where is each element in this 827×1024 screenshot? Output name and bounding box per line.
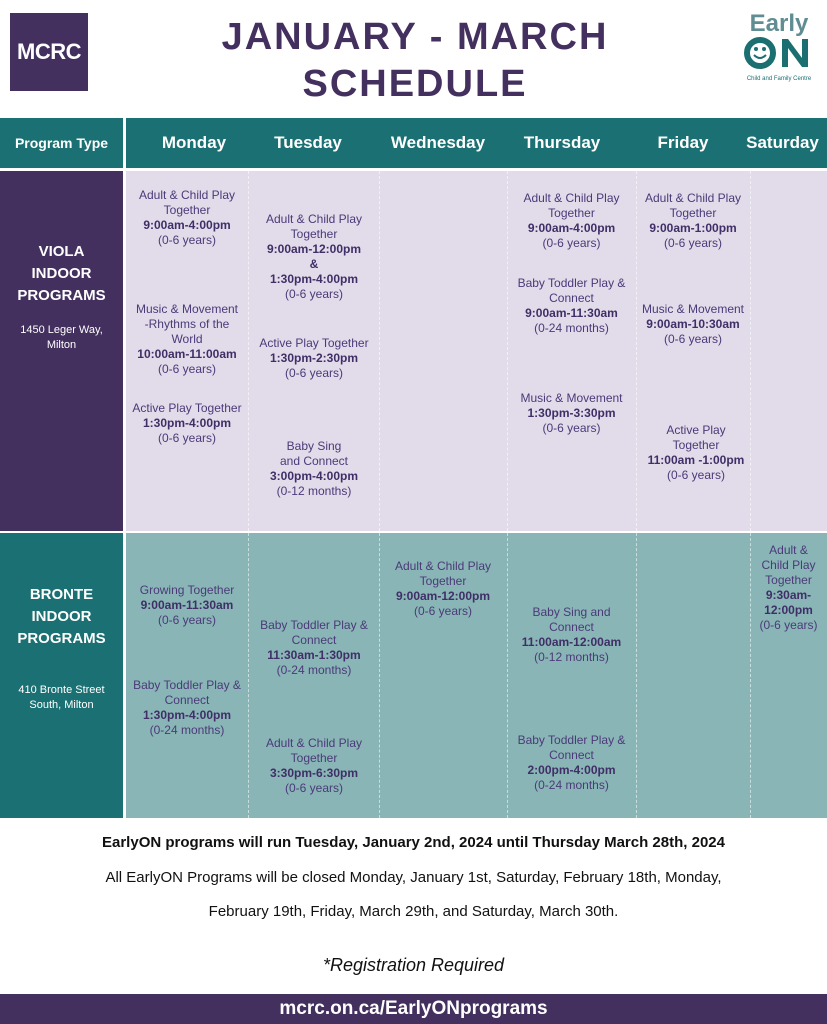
event-bronte-tuesday-1 xyxy=(249,618,379,678)
title-line-2: SCHEDULE xyxy=(302,63,528,105)
event-age: (0-6 years) xyxy=(663,332,722,346)
event-age: (0-6 years) xyxy=(284,781,343,795)
bronte-address-line: 410 Bronte Street xyxy=(18,684,105,696)
event-name: Active Play Together xyxy=(666,423,726,452)
event-time-separator: & xyxy=(309,257,319,271)
event-age: (0-6 years) xyxy=(413,604,472,618)
event-bronte-thursday-2 xyxy=(507,733,636,793)
day-header-thursday: Thursday xyxy=(523,133,601,152)
event-age: (0-6 years) xyxy=(284,366,343,380)
event-viola-tuesday-3 xyxy=(249,439,379,499)
event-bronte-wednesday-1 xyxy=(379,559,507,619)
program-run-dates: EarlyON programs will run Tuesday, January 2nd, 2024 until Thursday March 28th, 2024 xyxy=(102,834,725,851)
event-time: 9:00am-4:00pm xyxy=(527,221,616,235)
event-age: (0-6 years) xyxy=(542,236,601,250)
page-title xyxy=(180,14,650,108)
event-time: 9:00am-12:00pm xyxy=(395,589,491,603)
event-viola-friday-2 xyxy=(636,302,750,347)
event-time: 9:00am-12:00pm xyxy=(266,242,362,256)
bronte-address-line: South, Milton xyxy=(29,699,94,711)
event-viola-monday-1 xyxy=(126,188,248,248)
event-name: Growing Together xyxy=(139,583,235,597)
page-header xyxy=(0,0,827,118)
event-time: 9:00am-11:30am xyxy=(140,598,234,612)
bronte-programs-row xyxy=(0,533,827,818)
event-viola-tuesday-2 xyxy=(249,336,379,381)
event-age: (0-6 years) xyxy=(542,421,601,435)
bronte-name-line: BRONTE xyxy=(29,586,94,603)
event-name: Adult & Child Play Together xyxy=(265,736,363,765)
event-time: 3:00pm-4:00pm xyxy=(269,469,359,483)
event-name: Baby Toddler Play & Connect xyxy=(517,733,626,762)
event-name: Baby Toddler Play & Connect xyxy=(517,276,626,305)
event-time: 1:30pm-4:00pm xyxy=(142,416,232,430)
column-divider xyxy=(636,533,637,818)
closure-dates-line-1: All EarlyON Programs will be closed Monday, January 1st, Saturday, February 18th, Monday, xyxy=(105,869,722,886)
title-line-1: JANUARY - MARCH xyxy=(221,16,609,58)
viola-name-line: VIOLA xyxy=(38,243,85,260)
footer-bar xyxy=(0,994,827,1024)
event-age: (0-6 years) xyxy=(157,431,216,445)
event-time: 11:00am-12:00am xyxy=(521,635,622,649)
footer-url-link[interactable]: mcrc.on.ca/EarlyONprograms xyxy=(279,998,548,1019)
event-time: 1:30pm-3:30pm xyxy=(527,406,616,420)
event-age: (0-6 years) xyxy=(157,362,216,376)
event-age: (0-6 years) xyxy=(666,468,725,482)
bronte-schedule-grid xyxy=(126,533,827,818)
mcrc-logo xyxy=(10,13,88,91)
event-time: 10:00am-11:00am xyxy=(137,347,237,361)
event-bronte-thursday-1 xyxy=(507,605,636,665)
event-name: Adult & Child Play Together xyxy=(138,188,236,217)
viola-address-line: Milton xyxy=(46,339,77,351)
viola-address-line: 1450 Leger Way, xyxy=(20,324,103,336)
event-age: (0-24 months) xyxy=(149,723,225,737)
bronte-name-line: INDOOR xyxy=(31,608,92,625)
viola-address xyxy=(0,323,123,353)
viola-name-line: INDOOR xyxy=(31,265,92,282)
event-name: Adult & Child Play Together xyxy=(265,212,363,241)
event-bronte-saturday-1 xyxy=(750,543,827,633)
viola-schedule-grid xyxy=(126,171,827,531)
mcrc-logo-text: MCRC xyxy=(17,39,81,64)
event-viola-friday-3 xyxy=(636,423,756,483)
event-name: Baby Toddler Play & Connect xyxy=(260,618,368,647)
bronte-label-cell xyxy=(0,533,123,818)
event-name: Adult & Child Play Together xyxy=(394,559,492,588)
event-time: 3:30pm-6:30pm xyxy=(269,766,359,780)
registration-required-note: *Registration Required xyxy=(322,955,505,975)
event-name: Music & Movement xyxy=(641,302,745,316)
event-viola-monday-2 xyxy=(126,302,248,377)
event-age: (0-24 months) xyxy=(534,321,609,335)
event-viola-tuesday-1 xyxy=(249,212,379,302)
event-time: 9:00am-10:30am xyxy=(646,317,740,331)
event-time: 9:00am-4:00pm xyxy=(143,218,231,232)
event-age: (0-12 months) xyxy=(534,650,609,664)
event-name: Active Play Together xyxy=(132,401,242,415)
event-age: (0-6 years) xyxy=(284,287,343,301)
day-header-tuesday: Tuesday xyxy=(274,133,342,152)
event-name: Music & Movement -Rhythms of the World xyxy=(135,302,239,346)
smiley-face-icon xyxy=(742,36,816,70)
event-viola-monday-3 xyxy=(126,401,248,446)
event-name: Active Play Together xyxy=(259,336,369,350)
event-bronte-monday-1 xyxy=(126,583,248,628)
earlyon-logo-on xyxy=(738,36,820,75)
day-header-monday: Monday xyxy=(161,133,227,152)
earlyon-logo-early: Early xyxy=(749,10,809,37)
event-name: Adult & Child Play Together xyxy=(523,191,620,220)
event-name: Baby Sing and Connect xyxy=(279,439,349,468)
event-age: (0-6 years) xyxy=(759,618,818,632)
event-time: 1:30pm-2:30pm xyxy=(269,351,359,365)
event-time: 11:30am-1:30pm xyxy=(267,648,361,662)
event-time: 1:30pm-4:00pm xyxy=(269,272,359,286)
event-name: Music & Movement xyxy=(520,391,623,405)
event-time: 2:00pm-4:00pm xyxy=(527,763,616,777)
header-divider xyxy=(123,118,126,168)
viola-location-name xyxy=(0,241,123,307)
earlyon-logo-subtitle: Child and Family Centre xyxy=(746,76,812,82)
event-age: (0-6 years) xyxy=(663,236,722,250)
column-divider xyxy=(379,171,380,531)
bronte-address xyxy=(0,683,123,713)
event-age: (0-24 months) xyxy=(534,778,609,792)
event-time: 1:30pm-4:00pm xyxy=(142,708,232,722)
program-type-header: Program Type xyxy=(14,135,109,151)
event-name: Baby Sing and Connect xyxy=(532,605,611,634)
event-bronte-tuesday-2 xyxy=(249,736,379,796)
event-age: (0-6 years) xyxy=(157,233,216,247)
event-viola-thursday-3 xyxy=(507,391,636,436)
earlyon-logo xyxy=(738,12,820,98)
event-bronte-monday-2 xyxy=(126,678,248,738)
event-viola-thursday-2 xyxy=(507,276,636,336)
closure-dates-line-2: February 19th, Friday, March 29th, and Saturday, March 30th. xyxy=(208,903,619,920)
day-header-saturday: Saturday xyxy=(746,133,819,152)
schedule-header-row xyxy=(0,118,827,168)
bronte-location-name xyxy=(0,584,123,650)
event-age: (0-6 years) xyxy=(157,613,216,627)
day-header-wednesday: Wednesday xyxy=(390,133,486,152)
event-name: Adult & Child Play Together xyxy=(644,191,742,220)
event-time: 9:00am-11:30am xyxy=(525,306,618,320)
day-header-friday: Friday xyxy=(657,133,709,152)
event-name: Baby Toddler Play & Connect xyxy=(133,678,241,707)
viola-programs-row xyxy=(0,171,827,531)
event-age: (0-12 months) xyxy=(276,484,352,498)
event-time: 9:00am-1:00pm xyxy=(649,221,737,235)
event-time: 11:00am -1:00pm xyxy=(647,453,745,467)
bronte-name-line: PROGRAMS xyxy=(17,630,106,647)
event-name: Adult & Child Play Together xyxy=(761,543,816,587)
event-viola-friday-1 xyxy=(636,191,750,251)
viola-name-line: PROGRAMS xyxy=(17,287,106,304)
viola-label-cell xyxy=(0,171,123,531)
event-age: (0-24 months) xyxy=(276,663,352,677)
event-viola-thursday-1 xyxy=(507,191,636,251)
event-time: 9:30am- 12:00pm xyxy=(764,588,813,617)
